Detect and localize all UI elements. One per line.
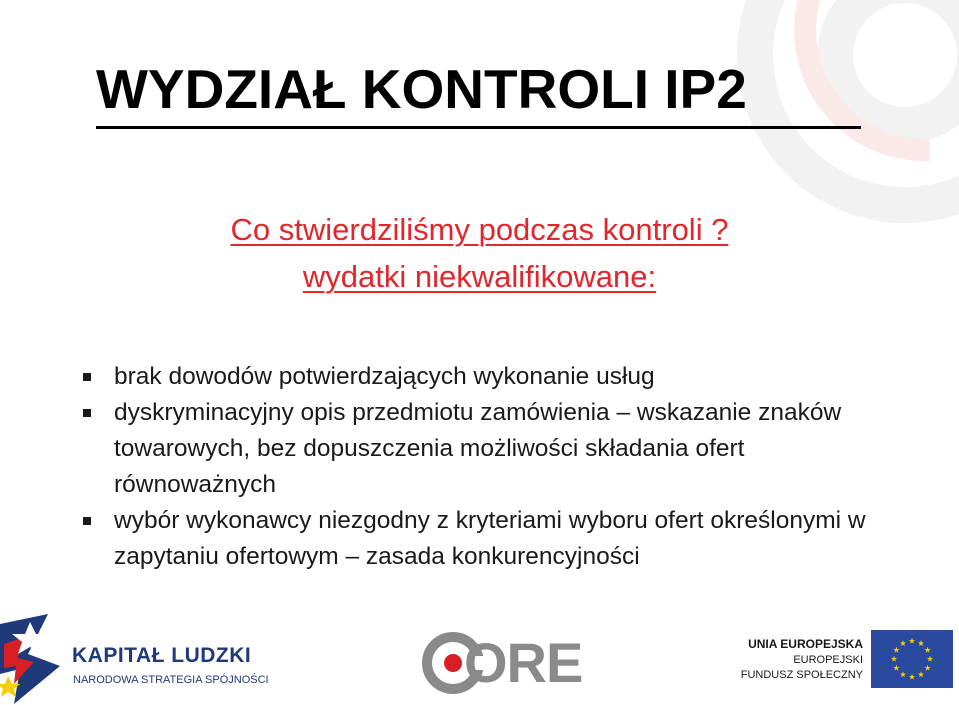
kapital-ludzki-emblem-icon bbox=[0, 614, 62, 704]
slide-title: WYDZIAŁ KONTROLI IP2 bbox=[96, 58, 747, 120]
kapital-ludzki-logo bbox=[0, 610, 280, 705]
kapital-ludzki-tagline: NARODOWA STRATEGIA SPÓJNOŚCI bbox=[73, 674, 269, 686]
list-item bbox=[80, 359, 880, 395]
list-item-text: brak dowodów potwierdzających wykonanie usług bbox=[114, 363, 655, 390]
kapital-ludzki-name: KAPITAŁ LUDZKI bbox=[72, 644, 252, 667]
eu-line-3: FUNDUSZ SPOŁECZNY bbox=[740, 669, 863, 681]
eu-logo bbox=[740, 628, 959, 698]
question-heading: Co stwierdziliśmy podczas kontroli ? bbox=[230, 212, 729, 247]
list-item-text: dyskryminacyjny opis przedmiotu zamówienia – wskazanie znaków towarowych, bez dopuszczenia możliwości składania ofert równoważnych bbox=[114, 399, 842, 498]
list-item-text: wybór wykonawcy niezgodny z kryteriami wyboru ofert określonymi w zapytaniu ofertowym – zasada konkurencyjności bbox=[114, 507, 866, 570]
eu-line-1: UNIA EUROPEJSKA bbox=[748, 637, 863, 651]
eu-flag-icon bbox=[871, 630, 953, 688]
findings-list bbox=[80, 359, 880, 575]
subheading: wydatki niekwalifikowane: bbox=[302, 259, 657, 294]
eu-line-2: EUROPEJSKI bbox=[793, 654, 863, 666]
title-underline bbox=[96, 126, 861, 129]
square-bullet-icon bbox=[83, 373, 91, 381]
square-bullet-icon bbox=[83, 409, 91, 417]
square-bullet-icon bbox=[83, 517, 91, 525]
list-item bbox=[80, 395, 880, 503]
list-item bbox=[80, 503, 880, 575]
ore-name: ORE bbox=[464, 631, 583, 694]
ore-logo bbox=[420, 628, 583, 698]
